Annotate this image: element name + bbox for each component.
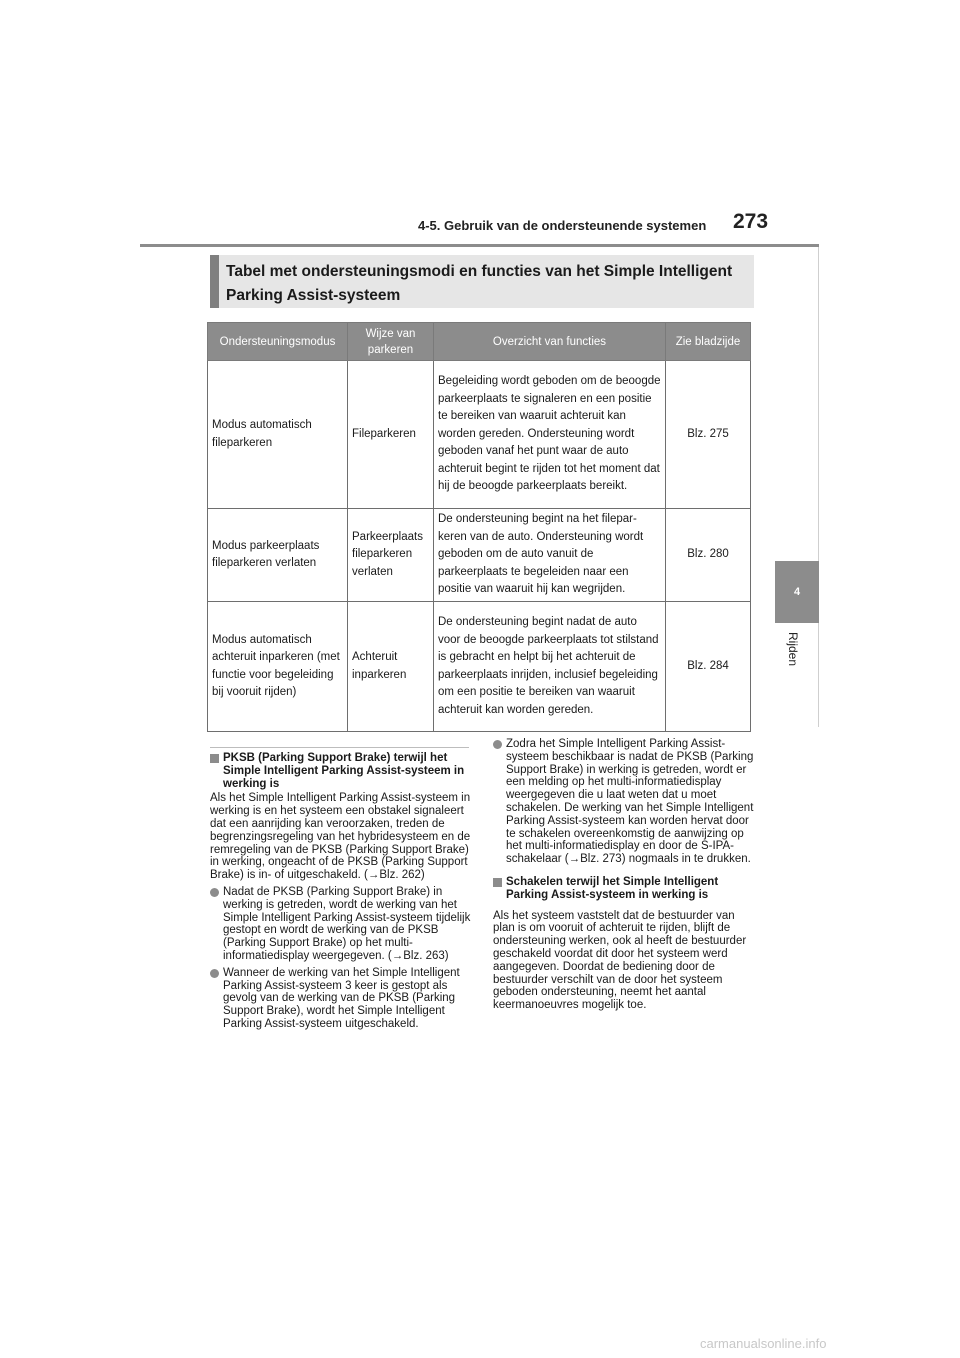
right-column [493, 738, 755, 1016]
square-bullet-icon [210, 754, 219, 763]
cell-overview: Begeleiding wordt geboden om de beoogde parkeerplaats te signaleren en een positie te bereiken van waaruit achteruit kan worden gereden. Ondersteuning wordt geboden vanaf het punt waar de auto achteruit begint te rijden tot het moment dat hij de beoogde parkeerplaats bereikt. [434, 361, 666, 509]
body-paragraph: Als het systeem vaststelt dat de bestuurder van plan is om vooruit of achteruit te rijden, blijft de ondersteuning werken, ook al heeft de bestuurder geschakeld voordat dit door het systeem werd aangegeven. Doordat de bediening door de bestuurder verschilt van de door het systeem geboden ondersteuning, neemt het aantal keermanoeuvres mogelijk toe. [493, 909, 747, 1012]
section-heading [210, 752, 472, 790]
chapter-label: Rijden [786, 632, 800, 667]
cell-overview: De ondersteuning begint nadat de auto voor de beoogde parkeerplaats tot stilstand is gebracht en helpt bij het achteruit de parkeerplaats inrijden, inclusief begeleiding om een positie te bereiken van waaruit achteruit kan worden gereden. [434, 602, 666, 732]
list-item [210, 967, 472, 1031]
list-item [493, 738, 755, 866]
header-method: Wijze van parkeren [348, 323, 434, 361]
header-page: Zie bladzijde [666, 323, 751, 361]
cell-mode: Modus automatisch achteruit inparkeren (met functie voor begeleiding bij vooruit rijden) [208, 602, 348, 732]
left-column [210, 752, 472, 1035]
page-number: 273 [733, 210, 769, 233]
table-row [208, 509, 751, 602]
chapter-number: 4 [793, 586, 801, 598]
table-header-row [208, 323, 751, 361]
circle-bullet-icon [210, 888, 219, 897]
cell-page: Blz. 284 [666, 602, 751, 732]
column-divider [210, 747, 469, 748]
list-item [210, 886, 472, 963]
table-title: Tabel met ondersteuningsmodi en functies van het Simple Intelligent Parking Assist-systeem [226, 263, 733, 304]
list-item-text: Nadat de PKSB (Parking Support Brake) in werking is getreden, wordt de werking van het Simple Intelligent Parking Assist-systeem tijdelijk gestopt en wordt de werking van de PKSB (Parking Support Brake) op het multi-informatiedisplay weergegeven. (→Blz. 263) [223, 885, 471, 962]
list-item-text: Wanneer de werking van het Simple Intelligent Parking Assist-systeem 3 keer is gestopt als gevolg van de werking van de PKSB (Parking Support Brake), wordt het Simple Intelligent Parking Assist-systeem uitgeschakeld. [223, 966, 460, 1030]
list-item-text: Zodra het Simple Intelligent Parking Assist-systeem beschikbaar is nadat de PKSB (Parking Support Brake) in werking is getreden, wordt er een melding op het multi-informatiedisplay weergegeven die u laat weten dat u moet schakelen. De werking van het Simple Intelligent Parking Assist-systeem kan worden hervat door te schakelen overeenkomstig de aanwijzing op het multi-informatiedisplay en door de S-IPA-schakelaar (→Blz. 273) nogmaals in te drukken. [506, 738, 754, 866]
square-bullet-icon [493, 878, 502, 887]
support-modes-table [207, 322, 751, 732]
table-row [208, 361, 751, 509]
cell-method: Fileparkeren [348, 361, 434, 509]
heading-text: Schakelen terwijl het Simple Intelligent Parking Assist-systeem in werking is [506, 875, 719, 901]
section-heading [493, 876, 755, 902]
cell-method: Achteruit inparkeren [348, 602, 434, 732]
section-title: 4-5. Gebruik van de ondersteunende systemen [418, 218, 707, 233]
cell-mode: Modus automatisch fileparkeren [208, 361, 348, 509]
header-overview: Overzicht van functies [434, 323, 666, 361]
header-mode: Ondersteuningsmodus [208, 323, 348, 361]
table-title-accent [210, 255, 219, 308]
cell-page: Blz. 280 [666, 509, 751, 602]
cell-overview: De ondersteuning begint na het fileparkeren van de auto. Ondersteuning wordt geboden om de auto vanuit de parkeerplaats te begeleiden naar een positie van waaruit hij kan wegrijden. [434, 509, 666, 602]
cell-method: Parkeerplaats fileparkeren verlaten [348, 509, 434, 602]
header-divider [140, 244, 819, 247]
circle-bullet-icon [493, 740, 502, 749]
watermark: carmanualsonline.info [700, 1336, 827, 1351]
cell-page: Blz. 275 [666, 361, 751, 509]
cell-mode: Modus parkeerplaats fileparkeren verlaten [208, 509, 348, 602]
table-row [208, 602, 751, 732]
heading-text: PKSB (Parking Support Brake) terwijl het Simple Intelligent Parking Assist-systeem in werking is [223, 752, 465, 790]
body-paragraph: Als het Simple Intelligent Parking Assist-systeem in werking is en het systeem een obstakel signaleert dat een aanrijding kan veroorzaken, treden de begrenzingsregeling van het hybridesysteem en de remregeling van de PKSB (Parking Support Brake) in werking, ongeacht of de PKSB (Parking Support Brake) is in- of uitgeschakeld. (→Blz. 262) [210, 792, 471, 882]
side-divider [818, 247, 819, 727]
circle-bullet-icon [210, 969, 219, 978]
